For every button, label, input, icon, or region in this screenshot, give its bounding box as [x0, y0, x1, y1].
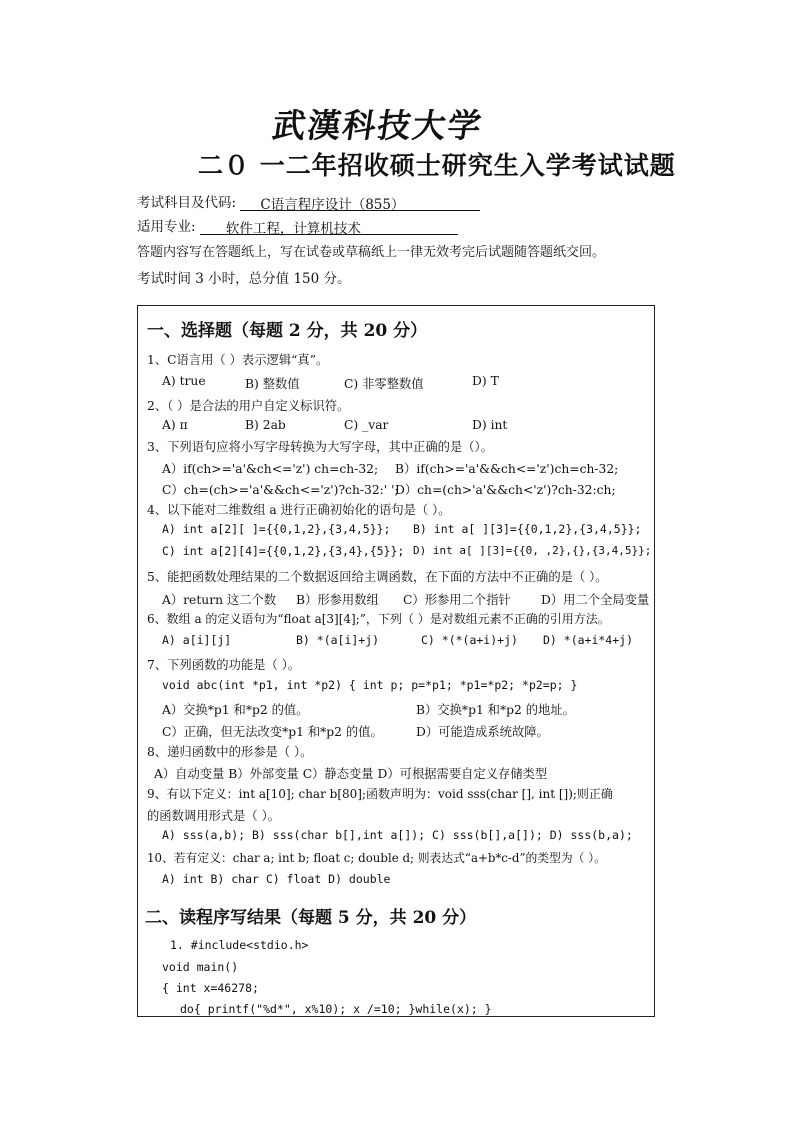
q3-option-a: A）if(ch>='a'&ch<='z') ch=ch-32; — [162, 462, 379, 476]
section1-heading: 一、选择题（每题 2 分，共 20 分） — [147, 321, 428, 341]
q4-option-a: A) int a[2][ ]={{0,1,2},{3,4,5}}; — [162, 522, 391, 536]
question-9-line1: 9、有以下定义：int a[10]; char b[80];函数声明为：void sss(char [], int []);则正确 — [147, 787, 613, 801]
q4-option-d: D) int a[ ][3]={{0, ,2},{},{3,4,5}}; — [413, 544, 652, 557]
question-6: 6、数组 a 的定义语句为“float a[3][4];”，下列（ ）是对数组元素不正确的引用方法。 — [147, 612, 610, 626]
q5-option-b: B）形参用数组 — [296, 593, 379, 607]
q3-option-b: B）if(ch>='a'&&ch<='z')ch=ch-32; — [395, 462, 619, 476]
q10-options: A) int B) char C) float D) double — [162, 872, 391, 886]
program1-line3: { int x=46278; — [162, 981, 259, 995]
q6-option-c: C) *(*(a+i)+j) — [421, 633, 518, 647]
q5-option-c: C）形参用二个指针 — [403, 593, 511, 607]
q2-option-a: A) π — [162, 418, 188, 432]
q1-option-c: C) 非零整数值 — [344, 377, 424, 391]
university-logo: 武漢科技大学 — [269, 106, 486, 145]
subject-label: 考试科目及代码: — [137, 195, 237, 211]
q1-option-a: A) true — [162, 374, 206, 388]
major-value: 软件工程，计算机技术 — [200, 217, 458, 235]
q7-code: void abc(int *p1, int *p2) { int p; p=*p1; *p1=*p2; *p2=p; } — [162, 678, 578, 692]
program1-line4: do{ printf("%d*", x%10); x /=10; }while(x); } — [180, 1002, 492, 1016]
question-3: 3、下列语句应将小写字母转换为大写字母，其中正确的是（）。 — [147, 440, 493, 454]
question-7: 7、下列函数的功能是（ ）。 — [147, 658, 301, 672]
exam-time: 考试时间 3 小时，总分值 150 分。 — [137, 271, 351, 287]
q3-option-d: D）ch=(ch>'a'&&ch<'z')?ch-32:ch; — [395, 483, 616, 497]
q7-option-d: D）可能造成系统故障。 — [416, 725, 549, 739]
question-10: 10、若有定义：char a; int b; float c; double d; 则表达式“a+b*c-d”的类型为（ ）。 — [147, 851, 606, 865]
subject-row — [137, 191, 480, 211]
major-label: 适用专业: — [137, 219, 196, 235]
subject-value: C语言程序设计（855） — [240, 193, 480, 211]
major-row — [137, 215, 458, 235]
q6-option-d: D) *(a+i*4+j) — [543, 633, 634, 647]
q2-option-c: C) _var — [344, 418, 389, 432]
q7-option-a: A）交换*p1 和*p2 的值。 — [162, 703, 309, 717]
instruction-text: 答题内容写在答题纸上，写在试卷或草稿纸上一律无效考完后试题随答题纸交回。 — [137, 245, 606, 260]
q7-option-c: C）正确，但无法改变*p1 和*p2 的值。 — [162, 725, 383, 739]
q3-option-c: C）ch=(ch>='a'&&ch<='z')?ch-32:' '; — [162, 483, 399, 497]
program1-line2: void main() — [162, 960, 239, 974]
q6-option-a: A) a[i][j] — [162, 633, 232, 647]
q4-option-b: B) int a[ ][3]={{0,1,2},{3,4,5}}; — [413, 522, 642, 536]
question-4: 4、以下能对二维数组 a 进行正确初始化的语句是（ ）。 — [147, 503, 451, 517]
program1-line1: 1. #include<stdio.h> — [170, 938, 309, 952]
question-8: 8、递归函数中的形参是（ ）。 — [147, 745, 313, 759]
q7-option-b: B）交换*p1 和*p2 的地址。 — [416, 703, 575, 717]
q6-option-b: B) *(a[i]+j) — [296, 633, 380, 647]
q9-options: A) sss(a,b); B) sss(char b[],int a[]); C) sss(b[],a[]); D) sss(b,a); — [162, 828, 633, 842]
q5-option-d: D）用二个全局变量 — [541, 593, 650, 607]
q2-option-b: B) 2ab — [245, 418, 286, 432]
question-9-line2: 的函数调用形式是（ ）。 — [147, 809, 281, 823]
q8-options: A）自动变量 B）外部变量 C）静态变量 D）可根据需要自定义存储类型 — [154, 767, 548, 781]
q4-option-c: C) int a[2][4]={{0,1,2},{3,4},{5}}; — [162, 544, 405, 558]
question-5: 5、能把函数处理结果的二个数据返回给主调函数，在下面的方法中不正确的是（ ）。 — [147, 570, 608, 584]
exam-title: 二０ 一二年招收硕士研究生入学考试试题 — [198, 151, 676, 180]
question-2: 2、（ ）是合法的用户自定义标识符。 — [147, 399, 350, 413]
q5-option-a: A）return 这二个数 — [162, 593, 277, 607]
q2-option-d: D) int — [472, 418, 508, 432]
question-1: 1、C语言用（ ）表示逻辑“真”。 — [147, 353, 329, 367]
q1-option-d: D) T — [472, 374, 499, 388]
q1-option-b: B) 整数值 — [245, 377, 300, 391]
section2-heading: 二、读程序写结果（每题 5 分，共 20 分） — [145, 908, 477, 928]
